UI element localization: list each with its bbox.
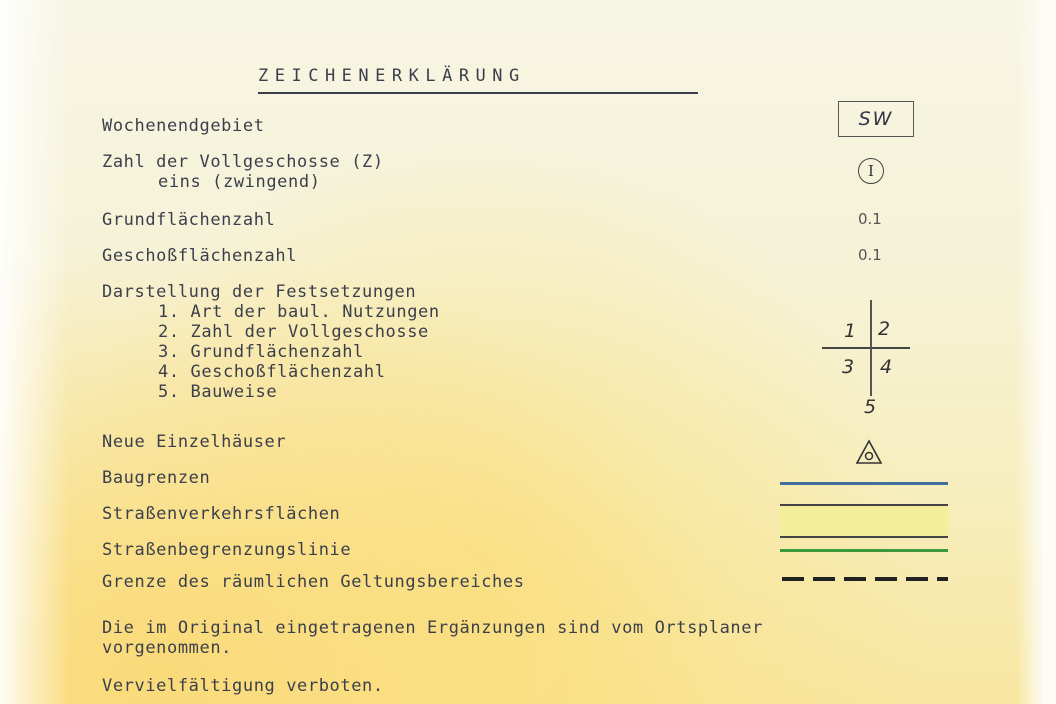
note-ortsplaner: Die im Original eingetragenen Ergänzungen sind vom Ortsplaner	[102, 618, 763, 638]
label-baugrenzen: Baugrenzen	[102, 468, 211, 488]
darstellung-item: 4. Geschoßflächenzahl	[158, 362, 386, 382]
darstellung-item: 2. Zahl der Vollgeschosse	[158, 322, 429, 342]
label-geltungsbereich: Grenze des räumlichen Geltungsbereiches	[102, 572, 525, 592]
cross-horizontal	[822, 347, 910, 349]
cross-label-1: 1	[844, 320, 857, 342]
roman-one-circle-icon	[858, 158, 884, 184]
note-ortsplaner-cont: vorgenommen.	[102, 638, 233, 658]
label-darstellung: Darstellung der Festsetzungen	[102, 282, 417, 302]
house-triangle-icon	[854, 438, 884, 468]
label-strassenverkehrsflaechen: Straßenverkehrsflächen	[102, 504, 341, 524]
baugrenzen-line	[780, 482, 948, 485]
cross-vertical	[870, 300, 872, 396]
label-vollgeschosse: Zahl der Vollgeschosse (Z)	[102, 152, 384, 172]
strassenverkehr-bottom-line	[780, 536, 948, 538]
sw-text: SW	[858, 108, 894, 130]
sw-symbol	[838, 101, 914, 137]
cross-label-2: 2	[878, 318, 891, 340]
cross-label-5: 5	[864, 396, 877, 418]
label-vollgeschosse-sub: eins (zwingend)	[158, 172, 321, 192]
strassenbegrenzung-line	[780, 549, 948, 552]
darstellung-item: 1. Art der baul. Nutzungen	[158, 302, 440, 322]
label-strassenbegrenzungslinie: Straßenbegrenzungslinie	[102, 540, 352, 560]
label-wochenendgebiet: Wochenendgebiet	[102, 116, 265, 136]
cross-label-4: 4	[880, 356, 893, 378]
left-shadow	[0, 0, 70, 704]
note-vervielfaeltigung: Vervielfältigung verboten.	[102, 676, 384, 696]
gfz-value: 0.1	[858, 246, 882, 264]
darstellung-item: 5. Bauweise	[158, 382, 278, 402]
darstellung-item: 3. Grundflächenzahl	[158, 342, 364, 362]
label-einzelhaeuser: Neue Einzelhäuser	[102, 432, 287, 452]
title-underline	[258, 92, 698, 94]
cross-label-3: 3	[842, 356, 855, 378]
grz-value: 0.1	[858, 210, 882, 228]
right-margin	[1016, 0, 1056, 704]
geltungsbereich-dashed-line	[780, 574, 950, 584]
strassenverkehr-fill	[780, 506, 948, 536]
label-grundflaechenzahl: Grundflächenzahl	[102, 210, 276, 230]
legend-title: ZEICHENERKLÄRUNG	[258, 66, 526, 86]
roman-one-text: I	[868, 162, 874, 180]
label-geschossflaechenzahl: Geschoßflächenzahl	[102, 246, 298, 266]
